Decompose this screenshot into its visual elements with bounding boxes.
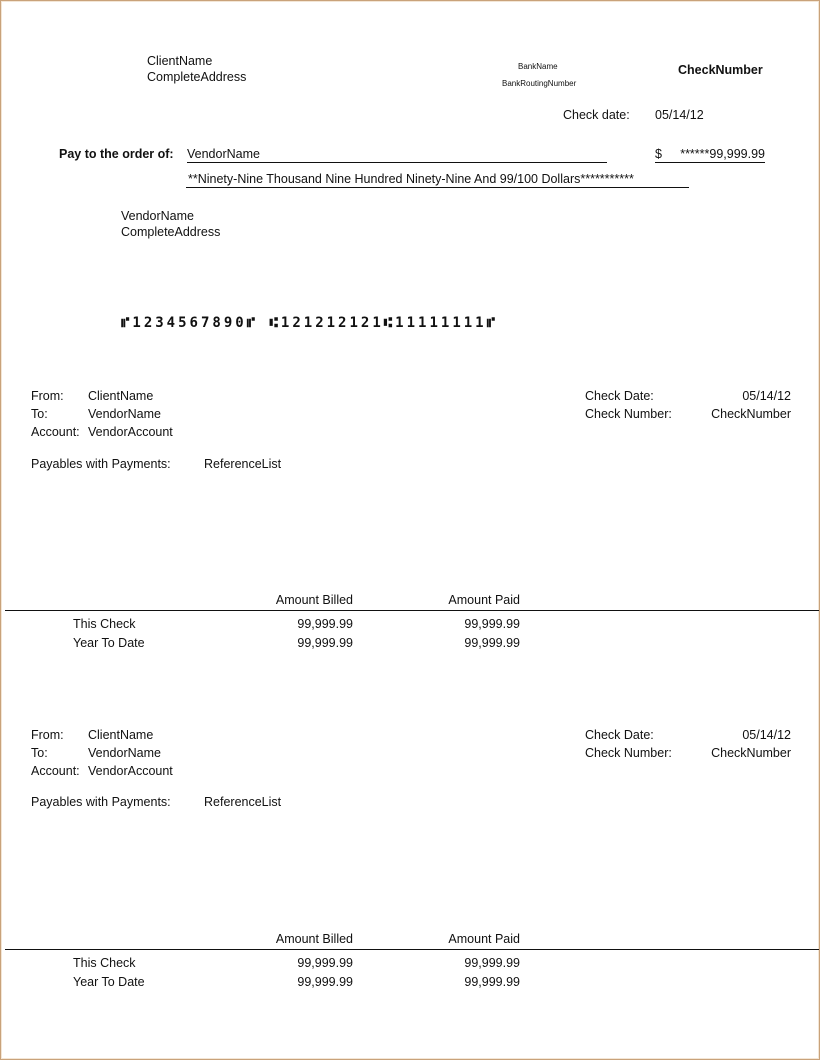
stub-payables-label: Payables with Payments:: [31, 795, 171, 809]
micr-line: ⑈1234567890⑈ ⑆121212121⑆11111111⑈: [121, 315, 499, 331]
row-billed: 99,999.99: [297, 975, 353, 989]
stub-to-label: To:: [31, 746, 48, 760]
row-label: Year To Date: [73, 636, 145, 650]
check-number: CheckNumber: [678, 63, 763, 77]
row-paid: 99,999.99: [464, 975, 520, 989]
row-billed: 99,999.99: [297, 956, 353, 970]
stub-check-date-label: Check Date:: [585, 389, 654, 403]
row-label: Year To Date: [73, 975, 145, 989]
stub-check-number: CheckNumber: [711, 407, 791, 421]
amount-in-words: **Ninety-Nine Thousand Nine Hundred Ninety-Nine And 99/100 Dollars***********: [186, 171, 689, 188]
col-amount-paid: Amount Paid: [448, 593, 520, 607]
stub-from-label: From:: [31, 728, 64, 742]
row-paid: 99,999.99: [464, 617, 520, 631]
stub-from: ClientName: [88, 389, 154, 403]
stub-check-date: 05/14/12: [742, 389, 791, 403]
stub-from-label: From:: [31, 389, 64, 403]
stub-check-number-label: Check Number:: [585, 746, 672, 760]
stub-payables-label: Payables with Payments:: [31, 457, 171, 471]
stub-account-label: Account:: [31, 425, 80, 439]
row-paid: 99,999.99: [464, 956, 520, 970]
row-label: This Check: [73, 956, 136, 970]
stub-to: VendorName: [88, 407, 161, 421]
row-billed: 99,999.99: [297, 617, 353, 631]
bank-name: BankName: [518, 62, 558, 71]
bank-routing-number: BankRoutingNumber: [502, 79, 577, 88]
currency-symbol: $: [655, 147, 662, 161]
col-amount-paid: Amount Paid: [448, 932, 520, 946]
check-amount: ******99,999.99: [680, 147, 765, 161]
row-label: This Check: [73, 617, 136, 631]
row-billed: 99,999.99: [297, 636, 353, 650]
stub-check-date-label: Check Date:: [585, 728, 654, 742]
client-address: CompleteAddress: [147, 70, 247, 84]
stub-divider: [5, 610, 819, 611]
stub-to: VendorName: [88, 746, 161, 760]
mail-to-name: VendorName: [121, 209, 194, 223]
stub-account-label: Account:: [31, 764, 80, 778]
payee-name: VendorName: [187, 146, 607, 163]
amount-box: [655, 146, 765, 163]
stub-divider: [5, 949, 819, 950]
check-date: 05/14/12: [655, 108, 704, 122]
stub-check-date: 05/14/12: [742, 728, 791, 742]
check-date-label: Check date:: [563, 108, 630, 122]
stub-payables: ReferenceList: [204, 457, 282, 471]
col-amount-billed: Amount Billed: [275, 932, 353, 946]
row-paid: 99,999.99: [464, 636, 520, 650]
client-name: ClientName: [147, 54, 213, 68]
stub-account: VendorAccount: [88, 764, 173, 778]
col-amount-billed: Amount Billed: [275, 593, 353, 607]
stub-check-number-label: Check Number:: [585, 407, 672, 421]
pay-to-label: Pay to the order of:: [59, 147, 174, 161]
stub-from: ClientName: [88, 728, 154, 742]
stub-check-number: CheckNumber: [711, 746, 791, 760]
stub-to-label: To:: [31, 407, 48, 421]
stub-payables: ReferenceList: [204, 795, 282, 809]
mail-to-address: CompleteAddress: [121, 225, 221, 239]
stub-account: VendorAccount: [88, 425, 173, 439]
